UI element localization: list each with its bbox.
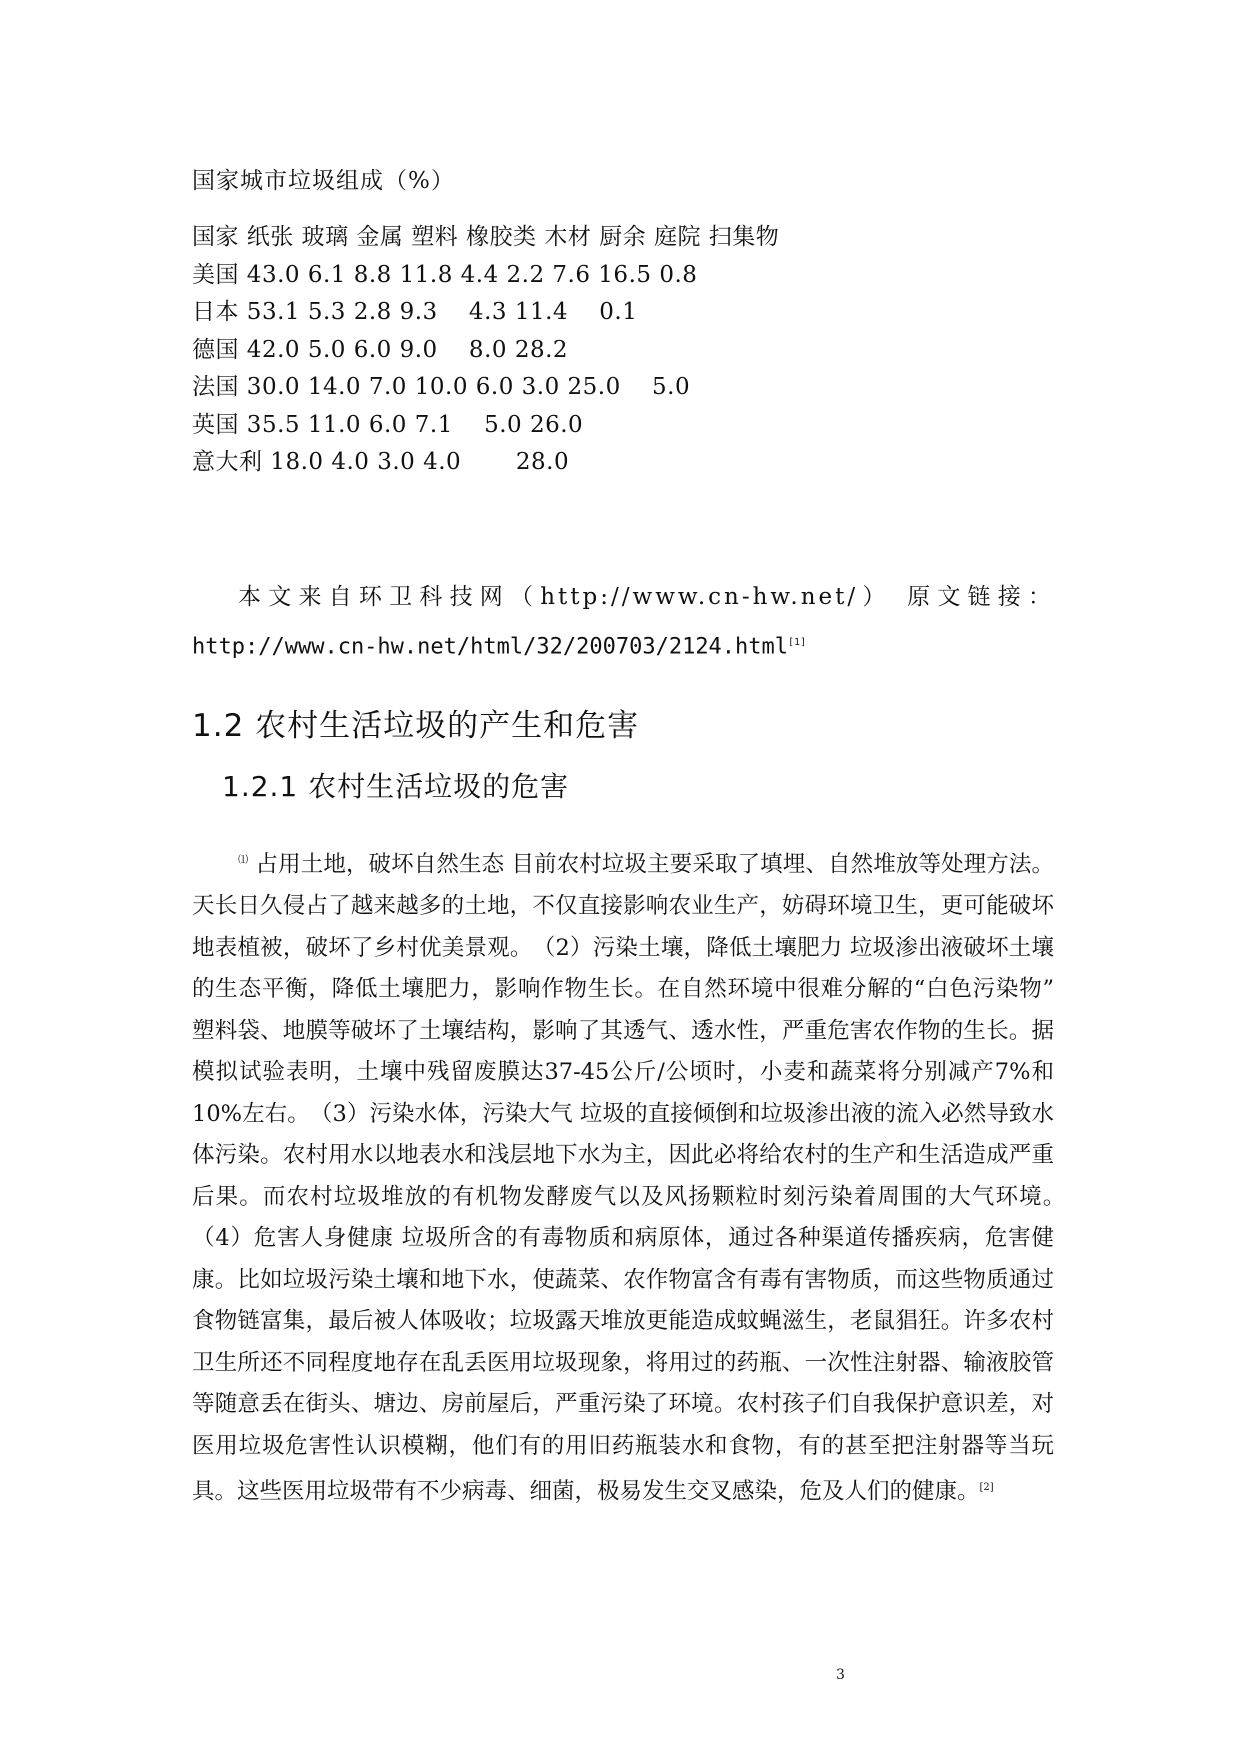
table-row: 德国 42.0 5.0 6.0 9.0 8.0 28.2 — [192, 337, 569, 363]
table-caption: 国家城市垃圾组成（%） — [192, 168, 455, 194]
section-heading: 1.2 农村生活垃圾的产生和危害 — [192, 708, 640, 744]
table-row: 英国 35.5 11.0 6.0 7.1 5.0 26.0 — [192, 412, 584, 438]
reference-marker-1: [1] — [788, 637, 807, 648]
table-row: 法国 30.0 14.0 7.0 10.0 6.0 3.0 25.0 5.0 — [192, 374, 691, 400]
body-paragraph — [192, 840, 1077, 1513]
list-marker: ⑴ — [238, 855, 249, 866]
table-row: 意大利 18.0 4.0 3.0 4.0 28.0 — [192, 449, 570, 475]
table-header: 国家 纸张 玻璃 金属 塑料 橡胶类 木材 厨余 庭院 扫集物 — [192, 224, 780, 250]
source-link[interactable] — [192, 620, 1054, 669]
source-line-1: 本文来自环卫科技网（http://www.cn-hw.net/） 原文链接： — [238, 584, 1054, 610]
subsection-heading: 1.2.1 农村生活垃圾的危害 — [222, 770, 570, 803]
table-row: 日本 53.1 5.3 2.8 9.3 4.3 11.4 0.1 — [192, 299, 638, 325]
reference-marker-2: [2] — [979, 1482, 994, 1493]
table-row: 美国 43.0 6.1 8.8 11.8 4.4 2.2 7.6 16.5 0.8 — [192, 262, 698, 288]
body-text: 占用土地，破坏自然生态 目前农村垃圾主要采取了填埋、自然堆放等处理方法。天长日久侵占了越来越多的土地，不仅直接影响农业生产，妨碍环境卫生，更可能破坏地表植被，破坏了乡村优美景观。 （2）污染土壤，降低土壤肥力 垃圾渗出液破坏土壤的生态平衡，降低土壤肥力，影响作物生长。在自然环境中很难分解的“白色污染物” 塑料袋、地膜等破坏了土壤结构，影响了其透气、透水性，严重危害农作物的生长。据模拟试验表明，土壤中残留废膜达37-45公斤/公顷时，小麦和蔬菜将分别减产7%和10%左右。 （3）污染水体，污染大气 垃圾的直接倾倒和垃圾渗出液的流入必然导致水体污染。农村用水以地表水和浅层地下水为主，因此必将给农村的生产和生活造成严重后果。而农村垃圾堆放的有机物发酵废气以及风扬颗粒时刻污染着周围的大气环境。 （4）危害人身健康 垃圾所含的有毒物质和病原体，通过各种渠道传播疾病，危害健康。比如垃圾污染土壤和地下水，使蔬菜、农作物富含有毒有害物质，而这些物质通过食物链富集，最后被人体吸收；垃圾露天堆放更能造成蚊蝇滋生，老鼠猖狂。许多农村卫生所还不同程度地存在乱丢医用垃圾现象，将用过的药瓶、一次性注射器、输液胶管等随意丢在街头、塘边、房前屋后，严重污染了环境。农村孩子们自我保护意识差，对医用垃圾危害性认识模糊，他们有的用旧药瓶装水和食物，有的甚至把注射器等当玩具。这些医用垃圾带有不少病毒、细菌，极易发生交叉感染，危及人们的健康。 — [192, 851, 1077, 1505]
source-note — [192, 575, 1054, 669]
source-url[interactable]: http://www.cn-hw.net/html/32/200703/2124.html — [192, 634, 789, 660]
page-number: 3 — [836, 1667, 845, 1683]
